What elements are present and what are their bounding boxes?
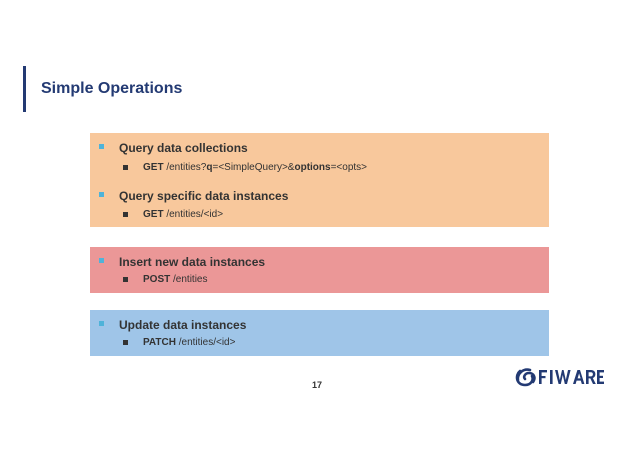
http-method: GET <box>143 209 164 220</box>
bullet-level1 <box>99 258 104 263</box>
bullet-label: Query data collections <box>119 141 248 155</box>
title-accent-bar <box>23 66 26 112</box>
api-path: /entities <box>170 274 208 285</box>
param-name: q <box>206 162 213 173</box>
http-method: PATCH <box>143 337 176 348</box>
bullet-level1 <box>99 321 104 326</box>
api-call <box>143 337 235 348</box>
api-path: =<opts> <box>330 162 368 173</box>
slide-title: Simple Operations <box>41 80 183 97</box>
fiware-logo <box>514 365 604 389</box>
bullet-label: Update data instances <box>119 318 247 332</box>
api-path: /entities? <box>163 162 207 173</box>
bullet-label: Insert new data instances <box>119 255 266 269</box>
section-query <box>90 133 549 227</box>
bullet-level2 <box>123 165 128 170</box>
api-call <box>143 274 207 285</box>
bullet-level2 <box>123 340 128 345</box>
param-name: options <box>294 162 331 173</box>
page-number: 17 <box>312 380 323 390</box>
api-path: /entities/<id> <box>175 337 236 348</box>
bullet-level1 <box>99 144 104 149</box>
api-path: =<SimpleQuery>& <box>212 162 295 173</box>
section-update <box>90 310 549 356</box>
bullet-level2 <box>123 212 128 217</box>
fiware-swirl-icon <box>517 370 534 385</box>
api-call <box>143 162 367 173</box>
fiware-wordmark <box>539 370 604 384</box>
bullet-label: Query specific data instances <box>119 189 289 203</box>
http-method: POST <box>143 274 171 285</box>
bullet-level2 <box>123 277 128 282</box>
bullet-level1 <box>99 192 104 197</box>
api-path: /entities/<id> <box>163 209 224 220</box>
http-method: GET <box>143 162 164 173</box>
api-call <box>143 209 223 220</box>
section-insert <box>90 247 549 293</box>
